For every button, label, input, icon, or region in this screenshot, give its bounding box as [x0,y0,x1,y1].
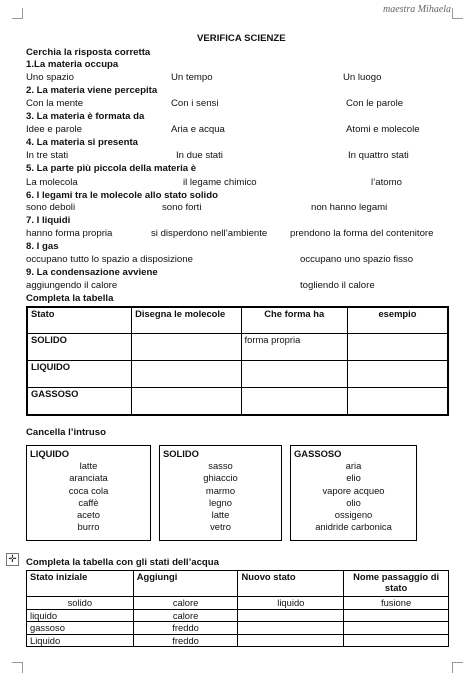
intruso-box-liquido [26,445,151,541]
intruso-title: Cancella l’intruso [26,427,106,438]
table1-cell[interactable] [132,360,241,387]
table1-cell[interactable] [241,360,347,387]
list-item[interactable]: burro [77,521,100,533]
option-3b[interactable]: Aria e acqua [171,124,225,135]
option-6a[interactable]: sono deboli [26,202,76,213]
question-9: 9. La condensazione avviene [26,267,158,278]
table-row [27,622,449,635]
intruso-box-gassoso [290,445,417,541]
table2-cell: Liquido [27,634,134,647]
table2-title: Completa la tabella con gli stati dell’acqua [26,557,219,568]
option-4c[interactable]: In quattro stati [348,150,409,161]
table2-header-iniziale: Stato iniziale [27,571,134,597]
option-5a[interactable]: La molecola [26,177,78,188]
option-1b[interactable]: Un tempo [171,72,213,83]
option-3c[interactable]: Atomi e molecole [346,124,420,135]
table2-cell: freddo [133,622,238,635]
table-row [27,360,448,387]
table2-cell[interactable]: liquido [238,597,344,610]
table2-cell[interactable] [344,634,449,647]
bottom-left-corner-mark [12,662,23,673]
option-5c[interactable]: l’atomo [371,177,402,188]
table1-header-stato: Stato [27,307,132,333]
question-4: 4. La materia si presenta [26,137,138,148]
option-6b[interactable]: sono forti [162,202,202,213]
table1-header-esempio: esempio [347,307,448,333]
list-item[interactable]: olio [346,496,361,508]
option-9a[interactable]: aggiungendo il calore [26,280,118,291]
box-title: SOLIDO [163,448,199,459]
question-1: 1.La materia occupa [26,59,119,70]
list-item[interactable]: anidride carbonica [315,521,392,533]
list-item[interactable]: elio [346,472,361,484]
option-1a[interactable]: Uno spazio [26,72,74,83]
option-7c[interactable]: prendono la forma del contenitore [290,228,434,239]
table1-cell: GASSOSO [27,387,132,415]
question-6: 6. I legami tra le molecole allo stato solido [26,190,218,201]
list-item[interactable]: aceto [77,509,100,521]
option-3a[interactable]: Idee e parole [26,124,83,135]
table-row [27,634,449,647]
option-7b[interactable]: si disperdono nell’ambiente [151,228,268,239]
top-left-corner-mark [12,8,23,19]
table2-cell[interactable] [344,609,449,622]
list-item[interactable]: ghiaccio [203,472,238,484]
table1-header-disegna: Disegna le molecole [132,307,241,333]
page-title: VERIFICA SCIENZE [197,33,286,44]
table2-cell: freddo [133,634,238,647]
table1-cell[interactable] [241,387,347,415]
move-icon[interactable]: ✛ [6,553,19,566]
option-2a[interactable]: Con la mente [26,98,84,109]
table2-cell[interactable] [344,622,449,635]
intruso-box-solido [159,445,282,541]
list-item[interactable]: ossigeno [334,509,373,521]
box-title: LIQUIDO [30,448,70,459]
list-item[interactable]: vetro [210,521,231,533]
list-item[interactable]: latte [211,509,230,521]
list-item[interactable]: legno [209,496,232,508]
option-1c[interactable]: Un luogo [343,72,382,83]
table1-cell[interactable] [347,387,448,415]
question-3: 3. La materia è formata da [26,111,145,122]
list-item[interactable]: marmo [205,484,236,496]
table-row [27,609,449,622]
watermark: maestra Mihaela [383,4,452,15]
question-7: 7. I liquidi [26,215,71,226]
option-7a[interactable]: hanno forma propria [26,228,113,239]
table2-cell: calore [133,597,238,610]
table2-cell: liquido [27,609,134,622]
table1-cell[interactable] [347,360,448,387]
table2-cell: gassoso [27,622,134,635]
table1-cell[interactable] [347,333,448,360]
list-item[interactable]: caffè [78,496,99,508]
table2-header-aggiungi: Aggiungi [133,571,238,597]
table2-cell[interactable] [238,622,344,635]
table2-cell[interactable]: fusione [344,597,449,610]
list-item[interactable]: aranciata [69,472,108,484]
table1-header-forma: Che forma ha [241,307,347,333]
option-4b[interactable]: In due stati [176,150,223,161]
list-item[interactable]: vapore acqueo [322,484,385,496]
list-item[interactable]: sasso [208,460,233,471]
box-title: GASSOSO [294,448,342,459]
water-states-table [26,570,449,647]
list-item[interactable]: aria [345,460,362,471]
option-2c[interactable]: Con le parole [346,98,404,109]
table1-cell[interactable] [132,333,241,360]
table2-cell: calore [133,609,238,622]
list-item[interactable]: latte [79,460,98,471]
top-right-corner-mark [452,8,463,19]
table2-header-nuovo: Nuovo stato [238,571,344,597]
question-2: 2. La materia viene percepita [26,85,158,96]
table-row [27,387,448,415]
table1-title: Completa la tabella [26,293,114,304]
table2-cell[interactable] [238,634,344,647]
table1-cell[interactable]: forma propria [241,333,347,360]
bottom-right-corner-mark [452,662,463,673]
table1-cell[interactable] [132,387,241,415]
table2-cell: solido [27,597,134,610]
table-row [27,597,449,610]
option-9b[interactable]: togliendo il calore [300,280,375,291]
states-table [26,306,449,416]
option-5b[interactable]: il legame chimico [183,177,257,188]
instruction-circle: Cerchia la risposta corretta [26,47,151,58]
option-6c[interactable]: non hanno legami [311,202,388,213]
table2-cell[interactable] [238,609,344,622]
table1-cell: SOLIDO [27,333,132,360]
question-8: 8. I gas [26,241,59,252]
option-4a[interactable]: In tre stati [26,150,69,161]
option-2b[interactable]: Con i sensi [171,98,219,109]
table2-header-passaggio: Nome passaggio di stato [344,571,449,597]
list-item[interactable]: coca cola [68,484,109,496]
option-8b[interactable]: occupano uno spazio fisso [300,254,414,265]
question-5: 5. La parte più piccola della materia è [26,163,197,174]
table1-cell: LIQUIDO [27,360,132,387]
table-row [27,333,448,360]
option-8a[interactable]: occupano tutto lo spazio a disposizione [26,254,193,265]
